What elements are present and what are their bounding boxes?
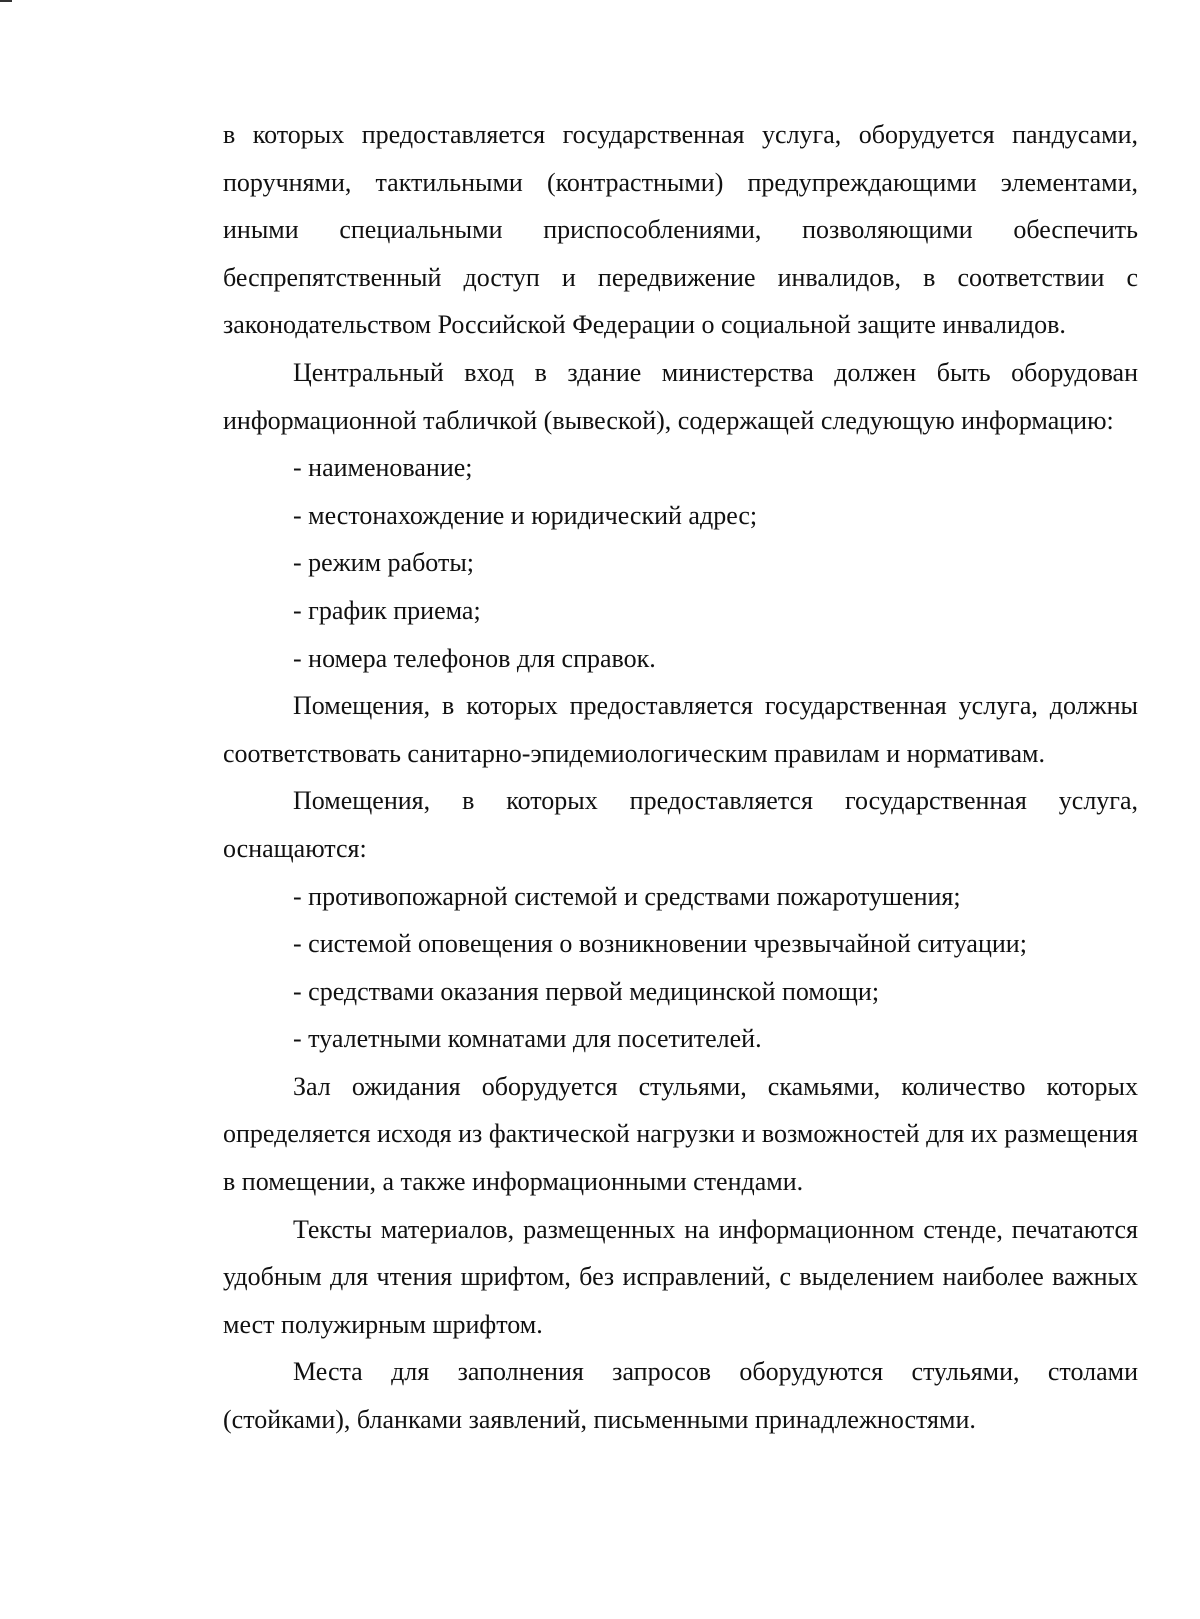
paragraph-entrance-sign: Центральный вход в здание министерства должен быть оборудован информационной табличкой (вывеской), содержащей следующую информацию: xyxy=(223,357,1138,435)
list-item: - график приема; xyxy=(293,595,481,625)
list-item: - системой оповещения о возникновении чрезвычайной ситуации; xyxy=(293,929,1027,959)
list-item: - противопожарной системой и средствами пожаротушения; xyxy=(293,881,961,911)
list-item: - средствами оказания первой медицинской помощи; xyxy=(293,976,880,1006)
list-item: - наименование; xyxy=(293,453,473,483)
paragraph-equipment-intro: Помещения, в которых предоставляется государственная услуга, оснащаются: xyxy=(223,786,1138,863)
paragraph-accessibility: в которых предоставляется государственная услуга, оборудуется пандусами, поручнями, тактильными (контрастными) предупреждающими элементами, иными специальными приспособлениями, позволяющими обеспечить беспрепятственный доступ и передвижение инвалидов, в соответствии с законодательством Российской Федерации о социальной защите инвалидов. xyxy=(223,120,1138,340)
paragraph-sanitary-rules: Помещения, в которых предоставляется государственная услуга, должны соответствовать санитарно-эпидемиологическим правилам и нормативам. xyxy=(223,691,1138,768)
document-page xyxy=(223,111,1138,1444)
sign-info-list xyxy=(223,444,1138,682)
list-item: - туалетными комнатами для посетителей. xyxy=(293,1024,762,1054)
list-item: - местонахождение и юридический адрес; xyxy=(293,500,758,530)
paragraph-request-places: Места для заполнения запросов оборудуются стульями, столами (стойками), бланками заявлений, письменными принадлежностями. xyxy=(223,1357,1138,1435)
list-item: - режим работы; xyxy=(293,548,475,578)
equipment-list xyxy=(223,873,1138,1063)
paragraph-waiting-hall: Зал ожидания оборудуется стульями, скамьями, количество которых определяется исходя из фактической нагрузки и возможностей для их размещения в помещении, а также информационными стендами. xyxy=(223,1071,1138,1197)
list-item: - номера телефонов для справок. xyxy=(293,643,656,673)
scan-corner-mark xyxy=(0,0,12,2)
paragraph-info-stand-texts: Тексты материалов, размещенных на информационном стенде, печатаются удобным для чтения шрифтом, без исправлений, с выделением наиболее важных мест полужирным шрифтом. xyxy=(223,1214,1138,1339)
